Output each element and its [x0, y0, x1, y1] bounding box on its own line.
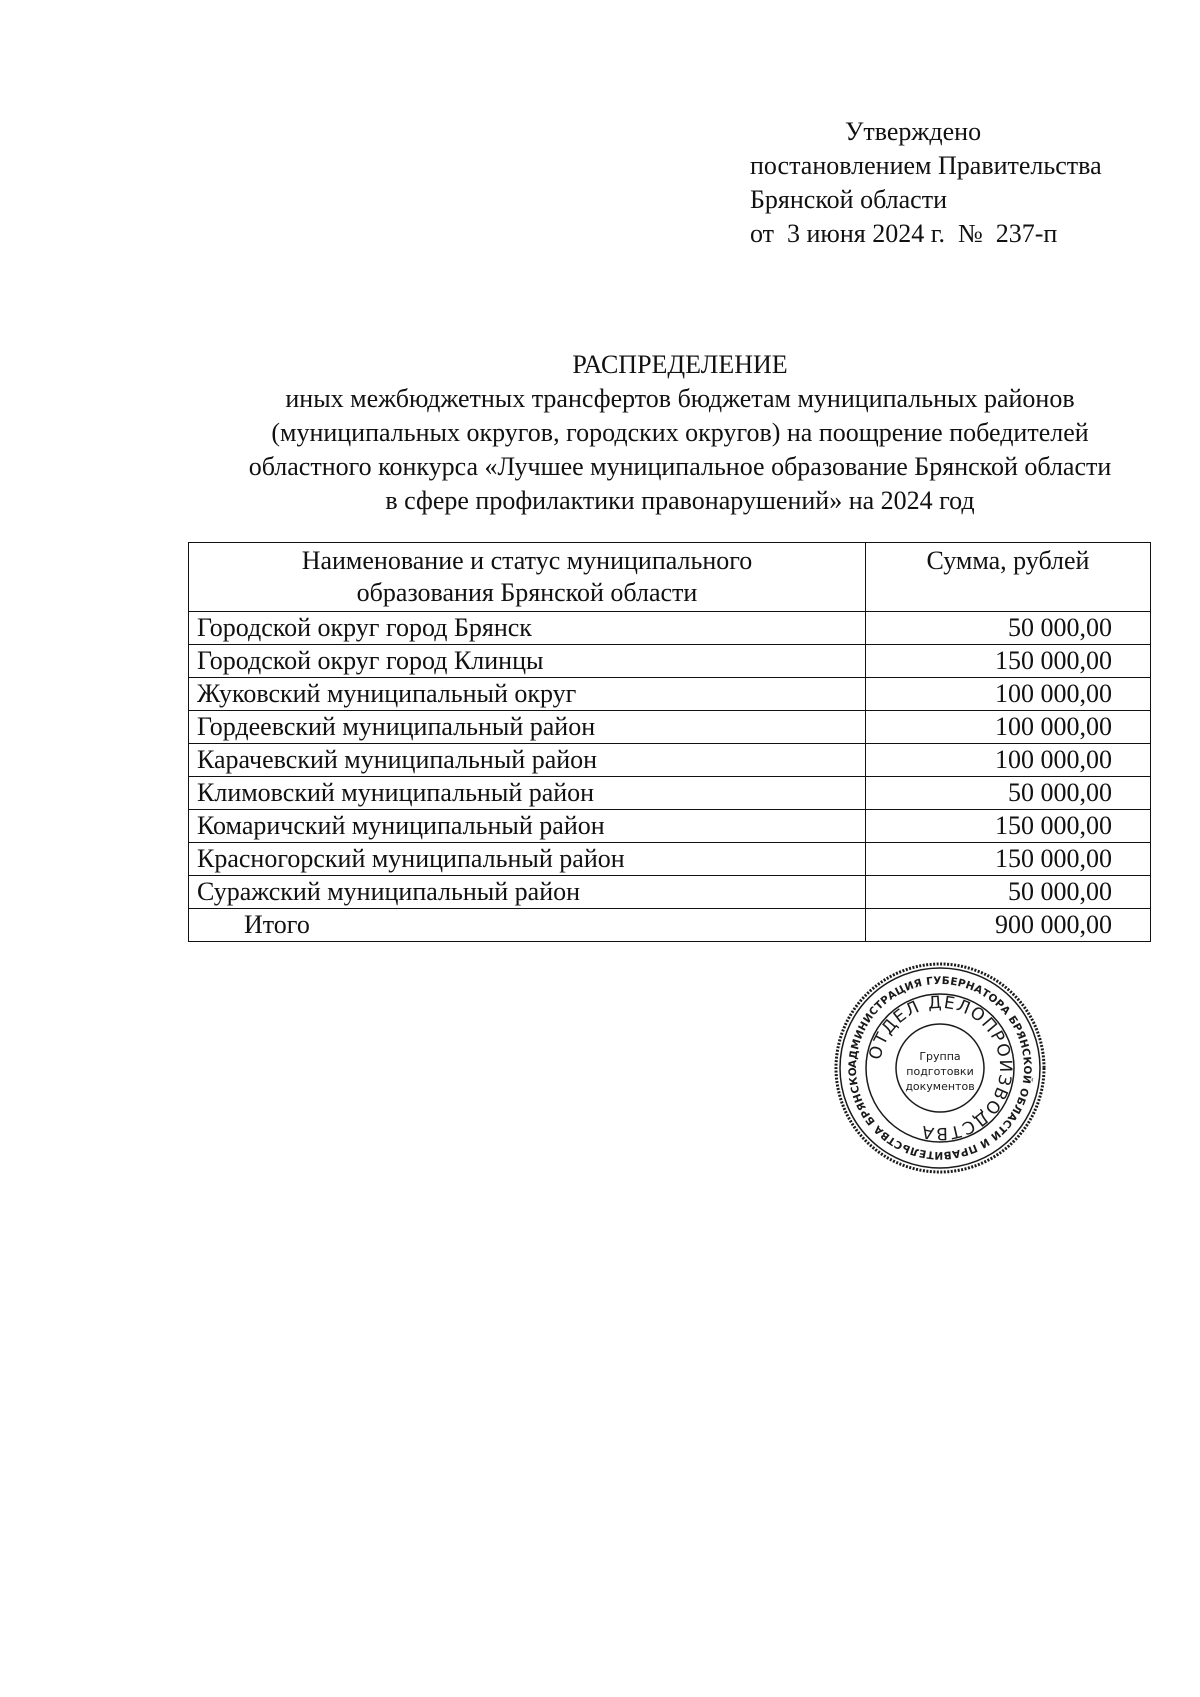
table-header-row	[189, 543, 1151, 612]
stamp-center-line-1: Группа	[919, 1050, 961, 1063]
amount-value: 150 000,00	[866, 843, 1151, 876]
title-line-4: в сфере профилактики правонарушений» на 2024 год	[385, 486, 975, 515]
header-name-line-1: Наименование и статус муниципального	[301, 546, 753, 575]
table-row	[189, 810, 1151, 843]
stamp-middle-text: ОТДЕЛ ДЕЛОПРОИЗВОДСТВА	[865, 992, 1016, 1144]
stamp-outer-text: АДМИНИСТРАЦИЯ ГУБЕРНАТОРА БРЯНСКОЙ ОБЛАСТИ И ПРАВИТЕЛЬСТВА БРЯНСКО	[846, 974, 1034, 1162]
table-row	[189, 711, 1151, 744]
stamp-center-line-3: документов	[905, 1080, 975, 1093]
approval-region: Брянской области	[750, 185, 947, 214]
table-row	[189, 678, 1151, 711]
header-amount: Сумма, рублей	[866, 543, 1151, 612]
municipality-name: Жуковский муниципальный округ	[189, 678, 866, 711]
municipality-name: Красногорский муниципальный район	[189, 843, 866, 876]
municipality-name: Городской округ город Брянск	[189, 612, 866, 645]
header-name-line-2: образования Брянской области	[356, 578, 698, 607]
table-row	[189, 744, 1151, 777]
title-line-1: иных межбюджетных трансфертов бюджетам муниципальных районов	[285, 384, 1075, 413]
amount-value: 50 000,00	[866, 876, 1151, 909]
stamp-seal-icon	[830, 958, 1050, 1178]
approval-resolution: постановлением Правительства	[750, 151, 1102, 180]
municipality-name: Комаричский муниципальный район	[189, 810, 866, 843]
header-name	[189, 543, 866, 612]
total-row	[189, 909, 1151, 942]
total-amount: 900 000,00	[866, 909, 1151, 942]
amount-value: 150 000,00	[866, 810, 1151, 843]
total-label: Итого	[189, 909, 866, 942]
approval-block	[750, 115, 1170, 251]
municipality-name: Гордеевский муниципальный район	[189, 711, 866, 744]
title-line-3: областного конкурса «Лучшее муниципальное образование Брянской области	[248, 452, 1112, 481]
approval-heading: Утверждено	[845, 117, 982, 146]
municipality-name: Суражский муниципальный район	[189, 876, 866, 909]
amount-value: 150 000,00	[866, 645, 1151, 678]
amount-value: 50 000,00	[866, 612, 1151, 645]
document-title	[150, 348, 1200, 518]
stamp-center-line-2: подготовки	[906, 1065, 974, 1078]
table-row	[189, 777, 1151, 810]
amount-value: 100 000,00	[866, 744, 1151, 777]
approval-date-number: от 3 июня 2024 г. № 237-п	[750, 219, 1058, 248]
amount-value: 50 000,00	[866, 777, 1151, 810]
title-line-2: (муниципальных округов, городских округов) на поощрение победителей	[271, 418, 1089, 447]
amount-value: 100 000,00	[866, 678, 1151, 711]
table-row	[189, 612, 1151, 645]
amount-value: 100 000,00	[866, 711, 1151, 744]
table-row	[189, 843, 1151, 876]
distribution-table	[188, 542, 1151, 942]
official-stamp	[830, 958, 1050, 1178]
municipality-name: Карачевский муниципальный район	[189, 744, 866, 777]
municipality-name: Климовский муниципальный район	[189, 777, 866, 810]
title-heading: РАСПРЕДЕЛЕНИЕ	[572, 350, 788, 379]
municipality-name: Городской округ город Клинцы	[189, 645, 866, 678]
table-row	[189, 876, 1151, 909]
table-row	[189, 645, 1151, 678]
